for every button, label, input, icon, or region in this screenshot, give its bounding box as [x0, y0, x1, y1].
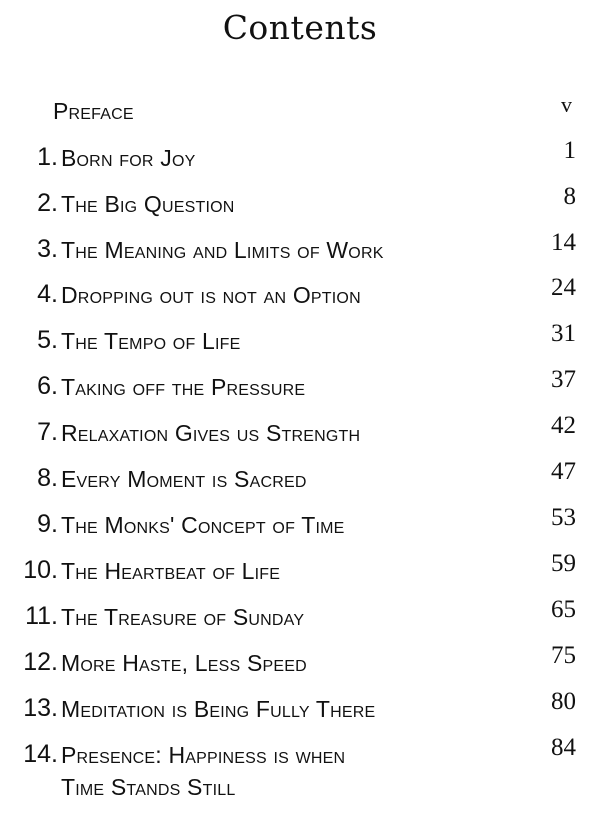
toc-entry-label-continued: Time Stands Still	[61, 774, 236, 800]
toc-entry-page: 75	[551, 642, 576, 669]
toc-entry-number: 11.	[25, 602, 58, 630]
toc-entry-page: 37	[551, 366, 576, 393]
toc-entry[interactable]	[0, 504, 600, 550]
toc-entry-number: 4.	[37, 280, 58, 308]
toc-entry-number: 3.	[37, 235, 58, 263]
toc-entry-label: Relaxation Gives us Strength	[61, 420, 361, 446]
toc-entry-page: 59	[551, 550, 576, 577]
toc-entry-number: 13.	[23, 694, 58, 722]
toc-entry-label: Meditation is Being Fully There	[61, 696, 376, 722]
toc-entry-page: v	[561, 92, 572, 117]
page-title: Contents	[222, 8, 378, 47]
toc-entry-label: The Tempo of Life	[61, 328, 241, 354]
toc-entry-label: Every Moment is Sacred	[61, 466, 307, 492]
toc-entry[interactable]	[0, 734, 600, 810]
toc-entry-label: Preface	[53, 98, 134, 124]
toc-entry-label: Presence: Happiness is when	[61, 742, 346, 768]
toc-entry-page: 65	[551, 596, 576, 623]
toc-entry-page: 80	[551, 688, 576, 715]
toc-entry[interactable]	[0, 458, 600, 504]
toc-entry-page: 14	[551, 229, 576, 256]
toc-entry-number: 10.	[23, 556, 58, 584]
toc-entry[interactable]	[0, 688, 600, 734]
toc-entry-number: 6.	[37, 372, 58, 400]
toc-entry-page: 53	[551, 504, 576, 531]
toc-entry-label: More Haste, Less Speed	[61, 650, 307, 676]
toc-entry-label: The Treasure of Sunday	[61, 604, 305, 630]
toc-entry[interactable]	[0, 320, 600, 366]
toc-entry[interactable]	[0, 274, 600, 320]
toc-entry-label: Dropping out is not an Option	[61, 282, 361, 308]
toc-entry-number: 8.	[37, 464, 58, 492]
toc-entry-page: 47	[551, 458, 576, 485]
toc-entry-preface[interactable]	[0, 92, 600, 136]
toc-entry-page: 84	[551, 734, 576, 761]
toc-entry-page: 31	[551, 320, 576, 347]
toc-entry-number: 14.	[23, 740, 58, 768]
toc-entry-page: 1	[563, 137, 576, 164]
toc-entry-label: The Meaning and Limits of Work	[61, 237, 384, 263]
toc-entry-number: 12.	[23, 648, 58, 676]
toc-entry[interactable]	[0, 366, 600, 412]
toc-entry[interactable]	[0, 183, 600, 229]
toc-entry[interactable]	[0, 596, 600, 642]
toc-entry-page: 8	[563, 183, 576, 210]
toc-entry[interactable]	[0, 550, 600, 596]
toc-entry-number: 5.	[37, 326, 58, 354]
toc-entry-label: Taking off the Pressure	[61, 374, 306, 400]
toc-entry-number: 7.	[37, 418, 58, 446]
toc-entry[interactable]	[0, 642, 600, 688]
toc-entry-label: The Monks' Concept of Time	[61, 512, 345, 538]
toc-entry[interactable]	[0, 412, 600, 458]
toc-entry[interactable]	[0, 229, 600, 275]
toc-entry-label: The Heartbeat of Life	[61, 558, 281, 584]
toc-entry-number: 2.	[37, 189, 58, 217]
toc-entry-number: 1.	[37, 143, 58, 171]
toc-entry-label: Born for Joy	[61, 145, 196, 171]
toc-entry-number: 9.	[37, 510, 58, 538]
toc-entry-page: 42	[551, 412, 576, 439]
toc-entry[interactable]	[0, 137, 600, 183]
toc-entry-page: 24	[551, 274, 576, 301]
toc-entry-label: The Big Question	[61, 191, 235, 217]
